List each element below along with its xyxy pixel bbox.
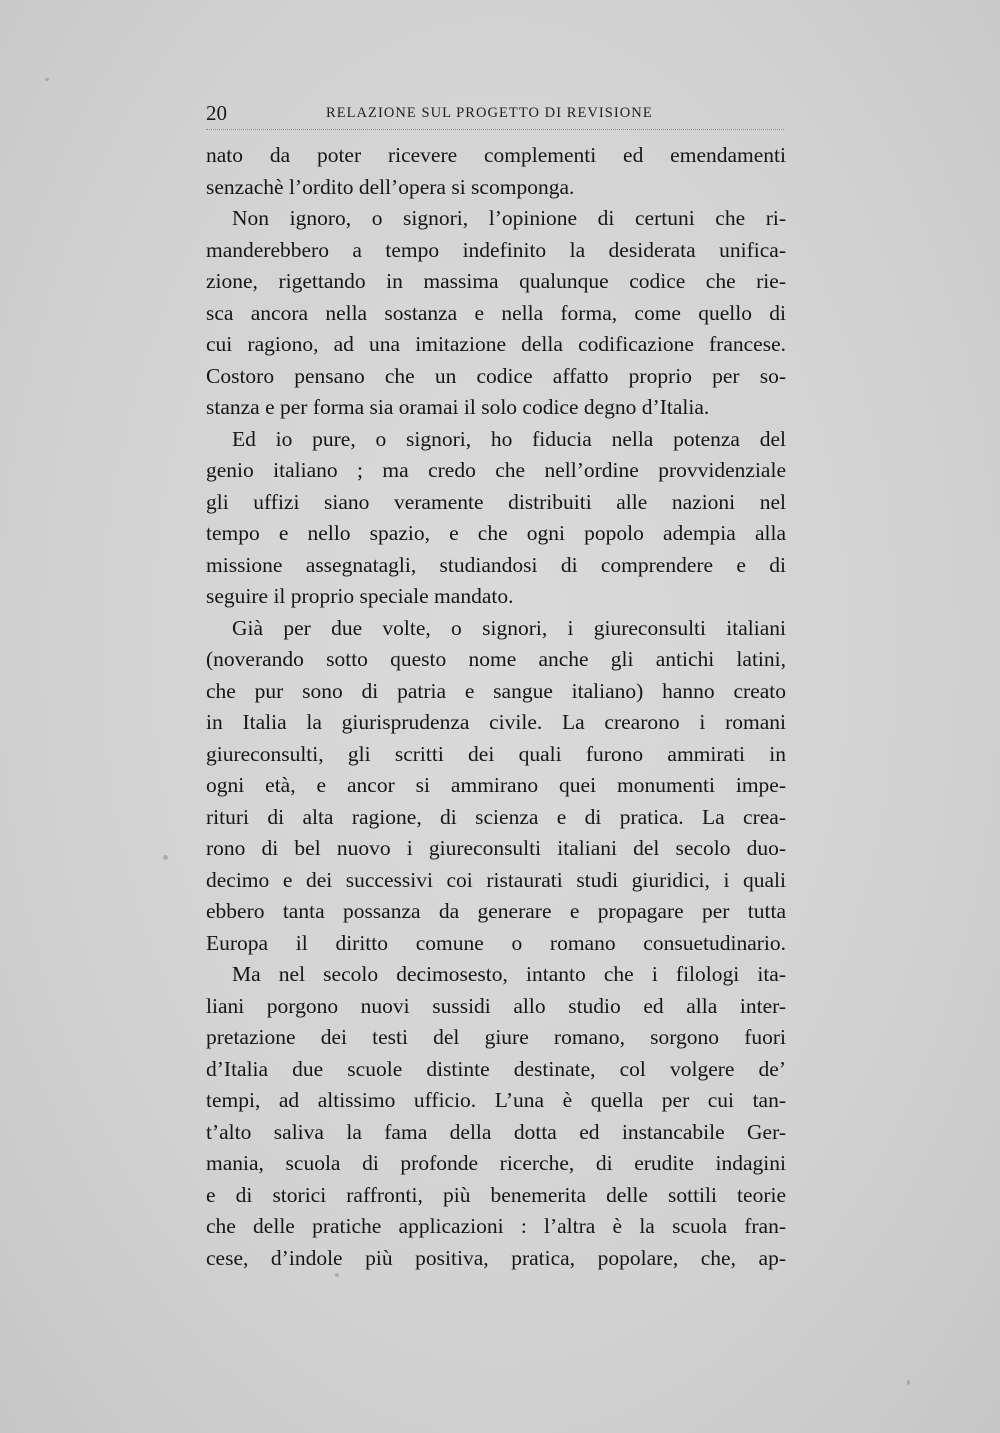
running-title: RELAZIONE SUL PROGETTO DI REVISIONE: [326, 105, 653, 121]
text-line: manderebbero a tempo indefinito la desiderata unifica-: [206, 237, 786, 262]
text-line: Ma nel secolo decimosesto, intanto che i filologi ita-: [232, 962, 786, 986]
text-line: t’alto saliva la fama della dotta ed instancabile Ger-: [206, 1119, 786, 1144]
running-head: [206, 100, 784, 130]
text-line: Europa il diritto comune o romano consuetudinario.: [206, 930, 786, 955]
text-line: sca ancora nella sostanza e nella forma, come quello di: [206, 300, 786, 325]
text-line: Già per due volte, o signori, i giureconsulti italiani: [232, 615, 786, 640]
text-line: cese, d’indole più positiva, pratica, popolare, che, ap-: [206, 1245, 786, 1270]
text-line: (noverando sotto questo nome anche gli antichi latini,: [206, 647, 786, 671]
text-line: Ed io pure, o signori, ho fiducia nella potenza del: [232, 426, 786, 451]
paper-speck: [45, 78, 49, 81]
text-line: zione, rigettando in massima qualunque codice che rie-: [206, 269, 786, 293]
text-line: stanza e per forma sia oramai il solo codice degno d’Italia.: [206, 395, 710, 419]
text-line: ebbero tanta possanza da generare e propagare per tutta: [206, 899, 786, 923]
text-line: d’Italia due scuole distinte destinate, col volgere de’: [206, 1056, 786, 1081]
text-line: genio italiano ; ma credo che nell’ordine provvidenziale: [206, 458, 786, 482]
text-line: rono di bel nuovo i giureconsulti italiani del secolo duo-: [206, 836, 786, 860]
text-line: pretazione dei testi del giure romano, sorgono fuori: [206, 1025, 786, 1049]
text-line: che delle pratiche applicazioni : l’altra è la scuola fran-: [206, 1214, 786, 1238]
text-line: nato da poter ricevere complementi ed emendamenti: [206, 143, 786, 167]
text-line: gli uffizi siano veramente distribuiti alle nazioni nel: [206, 489, 786, 514]
text-line: giureconsulti, gli scritti dei quali furono ammirati in: [206, 741, 786, 766]
text-line: decimo e dei successivi coi ristaurati studi giuridici, i quali: [206, 867, 786, 892]
text-line: Costoro pensano che un codice affatto proprio per so-: [206, 363, 786, 388]
text-line: che pur sono di patria e sangue italiano) hanno creato: [206, 678, 786, 703]
text-line: tempo e nello spazio, e che ogni popolo adempia alla: [206, 521, 786, 545]
paper-speck: [335, 1273, 339, 1277]
text-line: in Italia la giurisprudenza civile. La crearono i romani: [206, 710, 786, 734]
paper-speck: [163, 855, 168, 860]
text-line: tempi, ad altissimo ufficio. L’una è quella per cui tan-: [206, 1088, 786, 1112]
text-line: rituri di alta ragione, di scienza e di pratica. La crea-: [206, 804, 786, 829]
paper-speck: [907, 1380, 910, 1385]
text-line: seguire il proprio speciale mandato.: [206, 584, 514, 608]
text-line: cui ragiono, ad una imitazione della codificazione francese.: [206, 332, 786, 356]
header-rule: [206, 129, 784, 130]
text-line: mania, scuola di profonde ricerche, di erudite indagini: [206, 1151, 786, 1175]
body-text: [206, 140, 786, 1274]
text-line: Non ignoro, o signori, l’opinione di certuni che ri-: [232, 206, 786, 230]
text-line: e di storici raffronti, più benemerita delle sottili teorie: [206, 1182, 786, 1207]
text-line: liani porgono nuovi sussidi allo studio ed alla inter-: [206, 993, 786, 1018]
text-line: ogni età, e ancor si ammirano quei monumenti impe-: [206, 773, 786, 797]
text-line: senzachè l’ordito dell’opera si scomponga.: [206, 174, 575, 199]
text-line: missione assegnatagli, studiandosi di comprendere e di: [206, 552, 786, 577]
page-number: 20: [206, 101, 227, 125]
